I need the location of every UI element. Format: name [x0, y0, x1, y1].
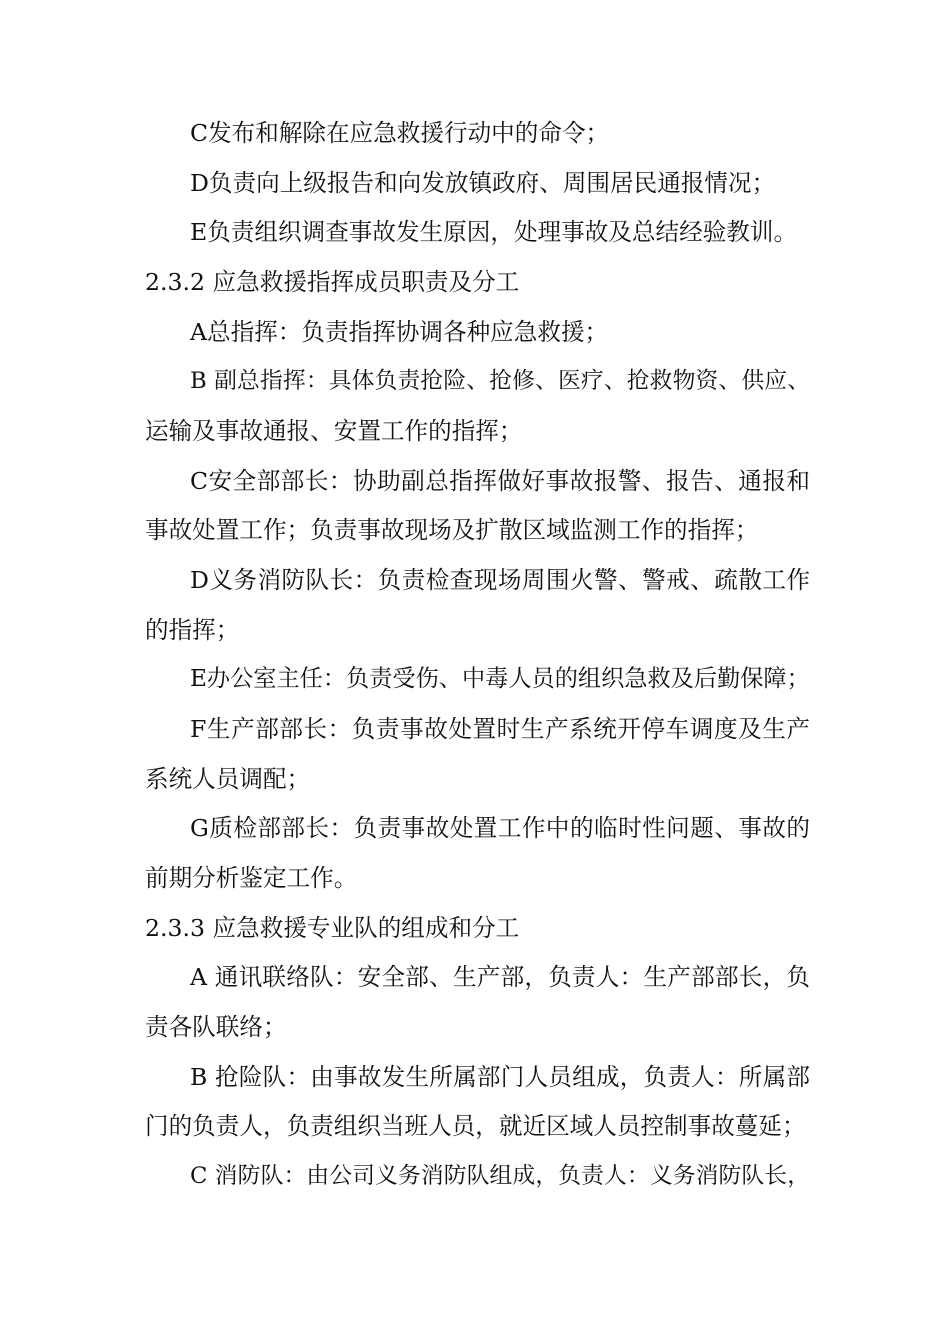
text-line: F生产部部长：负责事故处置时生产系统开停车调度及生产 — [190, 715, 810, 743]
text-line: D义务消防队长：负责检查现场周围火警、警戒、疏散工作 — [190, 566, 810, 594]
text-line: G质检部部长：负责事故处置工作中的临时性问题、事故的 — [190, 814, 810, 842]
text-line: C安全部部长：协助副总指挥做好事故报警、报告、通报和 — [190, 467, 810, 495]
text-line: C 消防队：由公司义务消防队组成，负责人：义务消防队长， — [190, 1163, 810, 1189]
text-line: 事故处置工作；负责事故现场及扩散区域监测工作的指挥； — [145, 516, 759, 544]
text-line: B 副总指挥：具体负责抢险、抢修、医疗、抢救物资、供应、 — [190, 368, 810, 394]
text-line: A 通讯联络队：安全部、生产部，负责人：生产部部长，负 — [190, 963, 810, 991]
section-heading-2-3-3: 2.3.3 应急救援专业队的组成和分工 — [145, 914, 520, 942]
text-line: D负责向上级报告和向发放镇政府、周围居民通报情况； — [190, 169, 776, 197]
text-line: 责各队联络； — [145, 1013, 287, 1041]
section-heading-2-3-2: 2.3.2 应急救援指挥成员职责及分工 — [145, 268, 520, 296]
text-line: E办公室主任：负责受伤、中毒人员的组织急救及后勤保障； — [190, 665, 810, 692]
text-line: E负责组织调查事故发生原因，处理事故及总结经验教训。 — [190, 218, 798, 246]
text-line: 门的负责人，负责组织当班人员，就近区域人员控制事故蔓延； — [145, 1112, 806, 1140]
text-line: 系统人员调配； — [145, 765, 311, 793]
text-line: C发布和解除在应急救援行动中的命令； — [190, 119, 610, 147]
text-line: A总指挥：负责指挥协调各种应急救援； — [190, 318, 609, 346]
text-line: B 抢险队：由事故发生所属部门人员组成，负责人：所属部 — [190, 1063, 810, 1091]
text-line: 运输及事故通报、安置工作的指挥； — [145, 417, 523, 445]
text-line: 前期分析鉴定工作。 — [145, 864, 358, 892]
text-line: 的指挥； — [145, 616, 240, 644]
